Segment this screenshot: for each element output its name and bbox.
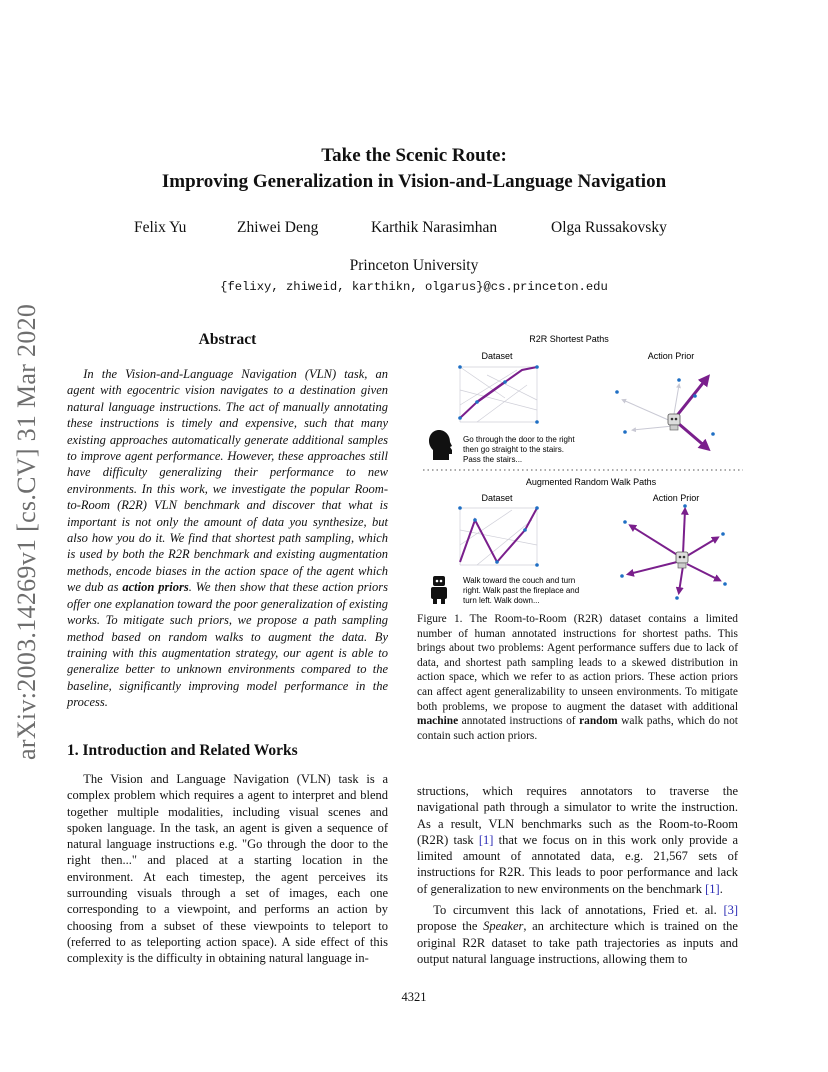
text-span: structions, which requires annotators to traverse the navigational path through a simulator to write the instruction. As a result, VLN benchmarks such as the Room-to-Room (R2R) task bbox=[417, 784, 738, 847]
top-instruction-3: Pass the stairs... bbox=[463, 455, 523, 464]
text-span: , an architecture which is trained on the original R2R dataset to take path trajectories as inputs and output natural language instructions, allowing them to bbox=[417, 919, 738, 966]
abstract-text-2: . We then show that these action priors offer one explanation toward the poor generalization of existing works. To mitigate such priors, we propose a path sampling method based on random walks to augment the data. By training with this augmentation strategy, our agent is able to generalize better to unknown environments compared to the baseline, significantly improving model performance in the process. bbox=[67, 580, 388, 710]
bottom-dataset-path bbox=[460, 508, 537, 562]
bottom-instruction-1: Walk toward the couch and turn bbox=[463, 576, 576, 585]
section-heading: 1. Introduction and Related Works bbox=[67, 742, 298, 759]
author-emails: {felixy, zhiweid, karthikn, olgarus}@cs.princeton.edu bbox=[220, 280, 608, 294]
abstract-heading: Abstract bbox=[198, 331, 257, 348]
citation-link[interactable]: [1] bbox=[705, 881, 720, 896]
text-span: Figure 1. The Room-to-Room (R2R) dataset contains a limited number of human annotated instructions for shortest paths. This brings about two problems: Agent performance suffers due to lack of data, and shortest path sampling leads to a skewed distribution in action space, which we refer to as action priors. These action priors can affect agent generalizability to unseen environments. To mitigate both problems, we propose to augment the dataset with additional bbox=[417, 613, 738, 713]
text-span: . bbox=[719, 881, 723, 896]
person-silhouette-icon bbox=[429, 430, 452, 460]
top-action-prior bbox=[615, 378, 715, 448]
arxiv-identifier: arXiv:2003.14269v1 [cs.CV] 31 Mar 2020 bbox=[12, 303, 41, 760]
author-3: Karthik Narasimhan bbox=[371, 219, 498, 236]
caption-bold-machine: machine bbox=[417, 715, 459, 728]
figure-top-right-label: Action Prior bbox=[647, 351, 695, 361]
bottom-dataset-graph bbox=[460, 508, 537, 565]
text-span: annotated instructions of bbox=[461, 715, 576, 728]
title-line-2: Improving Generalization in Vision-and-Language Navigation bbox=[161, 171, 667, 192]
author-2: Zhiwei Deng bbox=[237, 219, 319, 236]
bottom-instruction-3: turn left. Walk down... bbox=[463, 596, 540, 605]
intro-paragraph-1: The Vision and Language Navigation (VLN) task is a complex problem which requires a agent to interpret and blend together multiple modalities, including visual scenes and spoken language. In the task, an agent is given a sequence of natural language instructions e.g. "Go through the door to the right then..." and placed at a starting location in the environment. At each timestep, the agent perceives its surrounding visuals through a set of images, each one corresponding to a viewpoint, and performs an action by choosing from a subset of these viewpoints to teleport to (referred to as teleporting action space). A side effect of this complexity is the difficulty in obtaining natural language in- bbox=[67, 772, 388, 966]
robot-icon bbox=[676, 552, 688, 568]
figure-caption bbox=[417, 612, 738, 743]
robot-icon bbox=[668, 414, 680, 430]
bottom-dataset-nodes bbox=[458, 506, 539, 567]
figure-bottom-right-label: Action Prior bbox=[652, 493, 700, 503]
bottom-instruction-2: right. Walk past the fireplace and bbox=[463, 586, 580, 595]
caption-bold-random: random bbox=[579, 715, 618, 728]
top-instruction-1: Go through the door to the right bbox=[463, 435, 575, 444]
title-line-1: Take the Scenic Route: bbox=[321, 145, 507, 166]
abstract-body bbox=[67, 366, 388, 711]
bottom-action-prior bbox=[629, 510, 719, 592]
author-4: Olga Russakovsky bbox=[551, 219, 667, 236]
affiliation: Princeton University bbox=[349, 257, 479, 274]
author-1: Felix Yu bbox=[134, 219, 187, 236]
top-dataset-graph bbox=[460, 367, 537, 422]
text-span: walk paths, which do not contain such action priors. bbox=[417, 715, 738, 742]
figure-top-title: R2R Shortest Paths bbox=[529, 334, 609, 344]
abstract-bold-term: action priors bbox=[122, 580, 189, 595]
intro-column-2-para-2 bbox=[417, 902, 738, 967]
page-number: 4321 bbox=[401, 990, 427, 1004]
citation-link[interactable]: [3] bbox=[723, 903, 739, 917]
abstract-text-1: In the Vision-and-Language Navigation (VLN) task, an agent with egocentric vision navigates to a destination given natural language instructions. The act of manually annotating these instructions is timely and expensive, such that many existing approaches automatically generate additional samples to improve agent performance. However, these approaches still have difficulty generalizing their performance to new environments. In this work, we investigate the popular Room-to-Room (R2R) VLN benchmark and discover that what is important is not only the amount of data you synthesize, but also how you do it. We find that shortest path sampling, which is used by both the R2R benchmark and existing augmentation methods, encode biases in the action space of the agent which we dub as bbox=[67, 367, 388, 595]
figure-top-left-label: Dataset bbox=[481, 351, 513, 361]
text-span: propose the bbox=[417, 919, 478, 934]
text-span: To circumvent this lack of annotations, Fried et. al. bbox=[433, 903, 717, 917]
intro-column-1 bbox=[67, 771, 388, 967]
figure-bottom-left-label: Dataset bbox=[481, 493, 513, 503]
figure-1 bbox=[417, 330, 747, 608]
intro-column-2-para-1 bbox=[417, 783, 738, 897]
text-span: that we focus on in this work only provide a limited amount of annotated data, e.g. 21,567 sets of instructions for R2R. This leads to poor performance and lack of generalization to new environments on the benchmark bbox=[417, 832, 739, 896]
citation-link[interactable]: [1] bbox=[478, 832, 494, 847]
figure-bottom-title: Augmented Random Walk Paths bbox=[525, 477, 657, 487]
robot-icon bbox=[431, 576, 447, 604]
speaker-term: Speaker bbox=[483, 919, 524, 934]
top-instruction-2: then go straight to the stairs. bbox=[463, 445, 564, 454]
author-list bbox=[0, 219, 828, 239]
paper-title bbox=[0, 143, 828, 195]
